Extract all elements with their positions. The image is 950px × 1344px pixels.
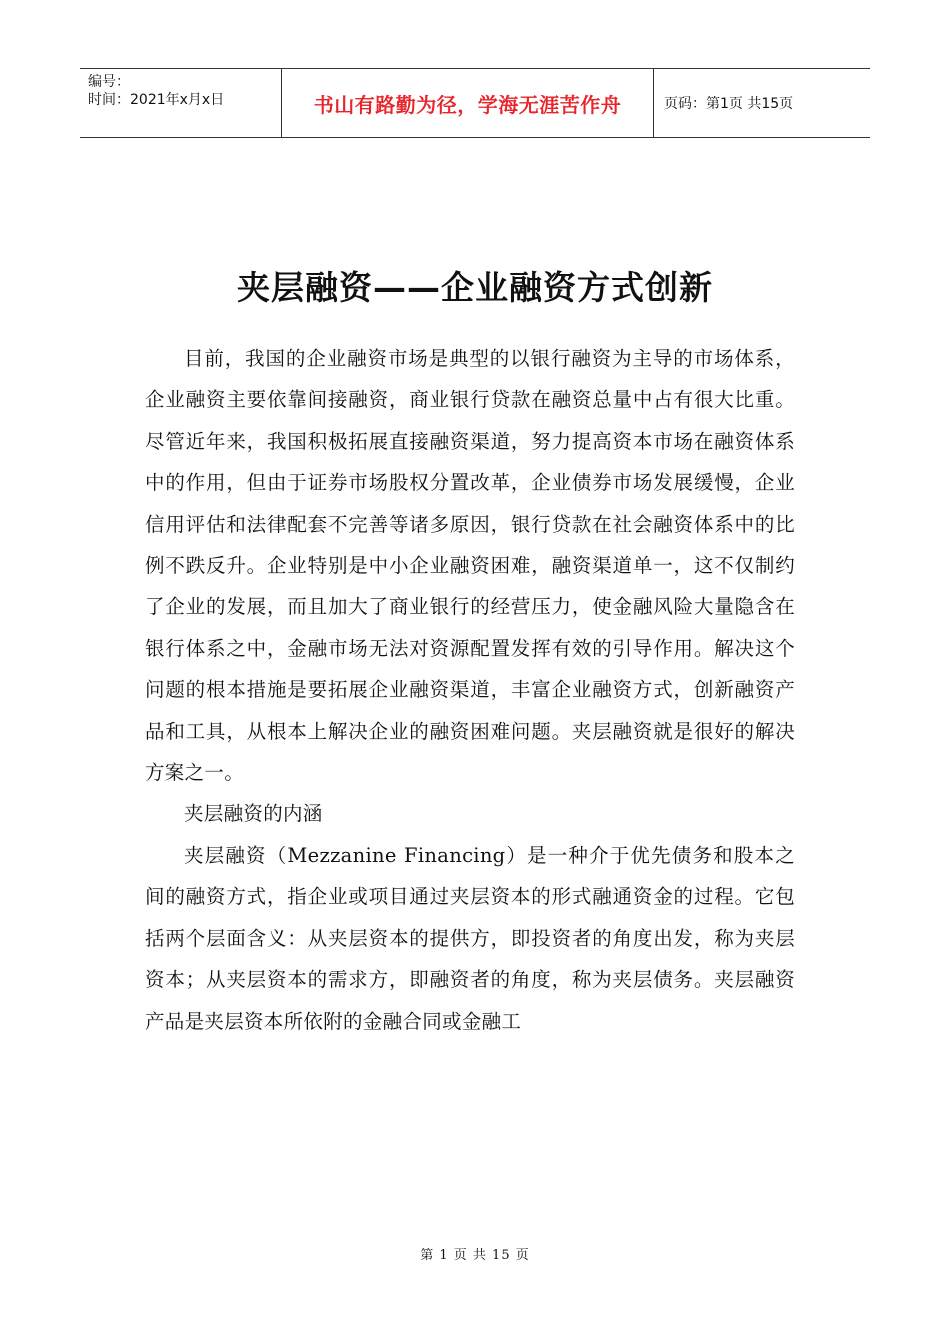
header-page-cell [654, 69, 870, 137]
document-number-label: 编号： [88, 74, 130, 90]
section-heading: 夹层融资的内涵 [184, 802, 323, 826]
header-page-code: 页码：第1页 共15页 [664, 96, 794, 112]
page-footer: 第 1 页 共 15 页 [420, 1248, 530, 1263]
header-meta-cell [80, 69, 282, 137]
document-header [80, 68, 870, 138]
paragraph-definition: 夹层融资（Mezzanine Financing）是一种介于优先债务和股本之间的融资方式，指企业或项目通过夹层资本的形式融通资金的过程。它包括两个层面含义：从夹层资本的提供方，即投资者的角度出发，称为夹层资本；从夹层资本的需求方，即融资者的角度，称为夹层债务。夹层融资产品是夹层资本所依附的金融合同或金融工 [145, 843, 795, 1033]
paragraph-intro: 目前，我国的企业融资市场是典型的以银行融资为主导的市场体系，企业融资主要依靠间接融资，商业银行贷款在融资总量中占有很大比重。尽管近年来，我国积极拓展直接融资渠道，努力提高资本市场在融资体系中的作用，但由于证券市场股权分置改革，企业债券市场发展缓慢，企业信用评估和法律配套不完善等诸多原因，银行贷款在社会融资体系中的比例不跌反升。企业特别是中小企业融资困难，融资渠道单一，这不仅制约了企业的发展，而且加大了商业银行的经营压力，使金融风险大量隐含在银行体系之中，金融市场无法对资源配置发挥有效的引导作用。解决这个问题的根本措施是要拓展企业融资渠道，丰富企业融资方式，创新融资产品和工具，从根本上解决企业的融资困难问题。夹层融资就是很好的解决方案之一。 [145, 347, 795, 785]
document-body [145, 338, 795, 1042]
document-title: 夹层融资——企业融资方式创新 [237, 268, 713, 307]
document-time-label: 时间：2021年x月x日 [88, 92, 225, 108]
header-motto: 书山有路勤为径，学海无涯苦作舟 [313, 92, 622, 117]
header-motto-cell [282, 69, 654, 137]
